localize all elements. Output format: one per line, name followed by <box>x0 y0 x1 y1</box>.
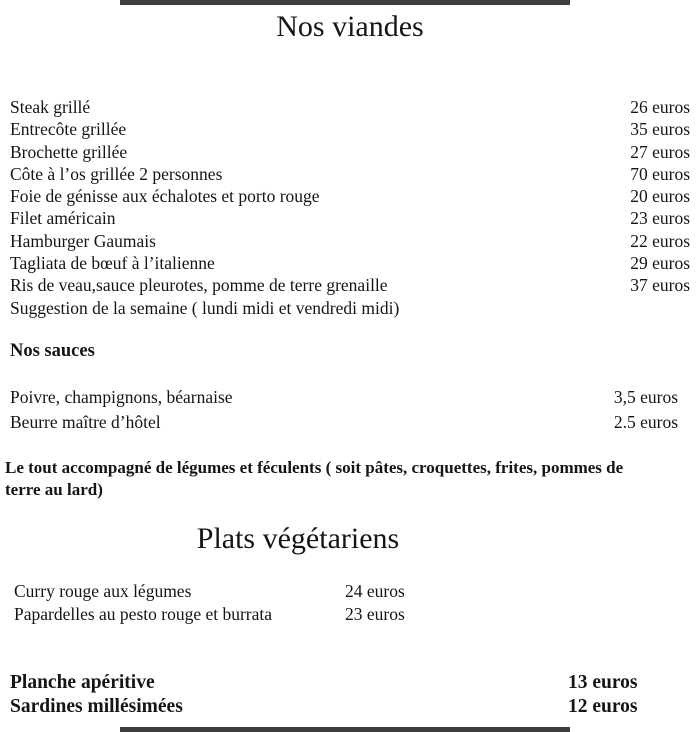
menu-item-row <box>10 297 690 319</box>
menu-item-name: Sardines millésimées <box>10 696 183 717</box>
starters-section <box>10 671 690 719</box>
menu-item-row <box>10 385 678 410</box>
sauces-heading: Nos sauces <box>10 341 95 361</box>
menu-item-row <box>10 671 690 695</box>
menu-item-price: 27 euros <box>630 141 690 162</box>
menu-item-price: 20 euros <box>630 186 690 207</box>
vegetarian-section <box>14 580 690 626</box>
menu-item-price: 23 euros <box>345 604 405 625</box>
menu-item-row <box>10 274 690 296</box>
menu-item-price: 37 euros <box>630 275 690 296</box>
menu-title: Nos viandes <box>276 10 424 43</box>
menu-item-name: Hamburger Gaumais <box>10 230 156 251</box>
sides-note <box>5 457 692 502</box>
menu-item-row <box>10 118 690 140</box>
bottom-border-bar <box>120 727 570 732</box>
menu-item-name: Planche apéritive <box>10 672 155 693</box>
menu-item-price: 26 euros <box>630 97 690 117</box>
menu-item-price: 23 euros <box>630 208 690 229</box>
sides-note-line2: terre au lard) <box>5 480 103 500</box>
menu-item-name: Entrecôte grillée <box>10 119 127 140</box>
sauces-section <box>10 385 678 436</box>
menu-item-price: 70 euros <box>630 163 690 184</box>
menu-item-price: 3,5 euros <box>613 387 678 407</box>
menu-item-row <box>10 96 690 118</box>
menu-item-name: Brochette grillée <box>10 141 128 162</box>
menu-item-price: 2.5 euros <box>613 412 678 433</box>
menu-item-name: Curry rouge aux légumes <box>14 581 192 601</box>
menu-item-row <box>10 185 690 207</box>
menu-item-row <box>10 163 690 185</box>
menu-item-row <box>10 207 690 229</box>
menu-item-row <box>10 695 690 719</box>
menu-item-price: 24 euros <box>345 581 405 601</box>
menu-item-row <box>10 230 690 252</box>
menu-item-price: 22 euros <box>630 230 690 251</box>
menu-item-name: Suggestion de la semaine ( lundi midi et vendredi midi) <box>10 297 400 318</box>
menu-item-name: Papardelles au pesto rouge et burrata <box>14 604 273 625</box>
menu-item-price: 35 euros <box>630 119 690 140</box>
menu-item-name: Côte à l’os grillée 2 personnes <box>10 163 223 184</box>
menu-item-row <box>10 252 690 274</box>
meats-section <box>10 96 690 319</box>
menu-item-row <box>10 410 678 435</box>
menu-item-name: Foie de génisse aux échalotes et porto rouge <box>10 186 320 207</box>
menu-item-price: 29 euros <box>630 253 690 274</box>
menu-item-price: 12 euros <box>568 696 638 717</box>
menu-item-name: Poivre, champignons, béarnaise <box>10 387 233 407</box>
menu-item-row <box>10 141 690 163</box>
vegetarian-heading: Plats végétariens <box>196 522 400 555</box>
menu-item-name: Steak grillé <box>10 97 91 117</box>
menu-item-name: Beurre maître d’hôtel <box>10 412 161 433</box>
menu-item-name: Filet américain <box>10 208 116 229</box>
menu-item-price: 13 euros <box>568 672 638 693</box>
menu-item-row <box>14 603 690 626</box>
menu-item-row <box>14 580 690 603</box>
menu-item-name: Ris de veau,sauce pleurotes, pomme de terre grenaille <box>10 275 388 296</box>
menu-item-name: Tagliata de bœuf à l’italienne <box>10 253 215 274</box>
sides-note-line1: Le tout accompagné de légumes et féculents ( soit pâtes, croquettes, frites, pommes de <box>5 458 624 477</box>
top-border-bar <box>120 0 570 5</box>
